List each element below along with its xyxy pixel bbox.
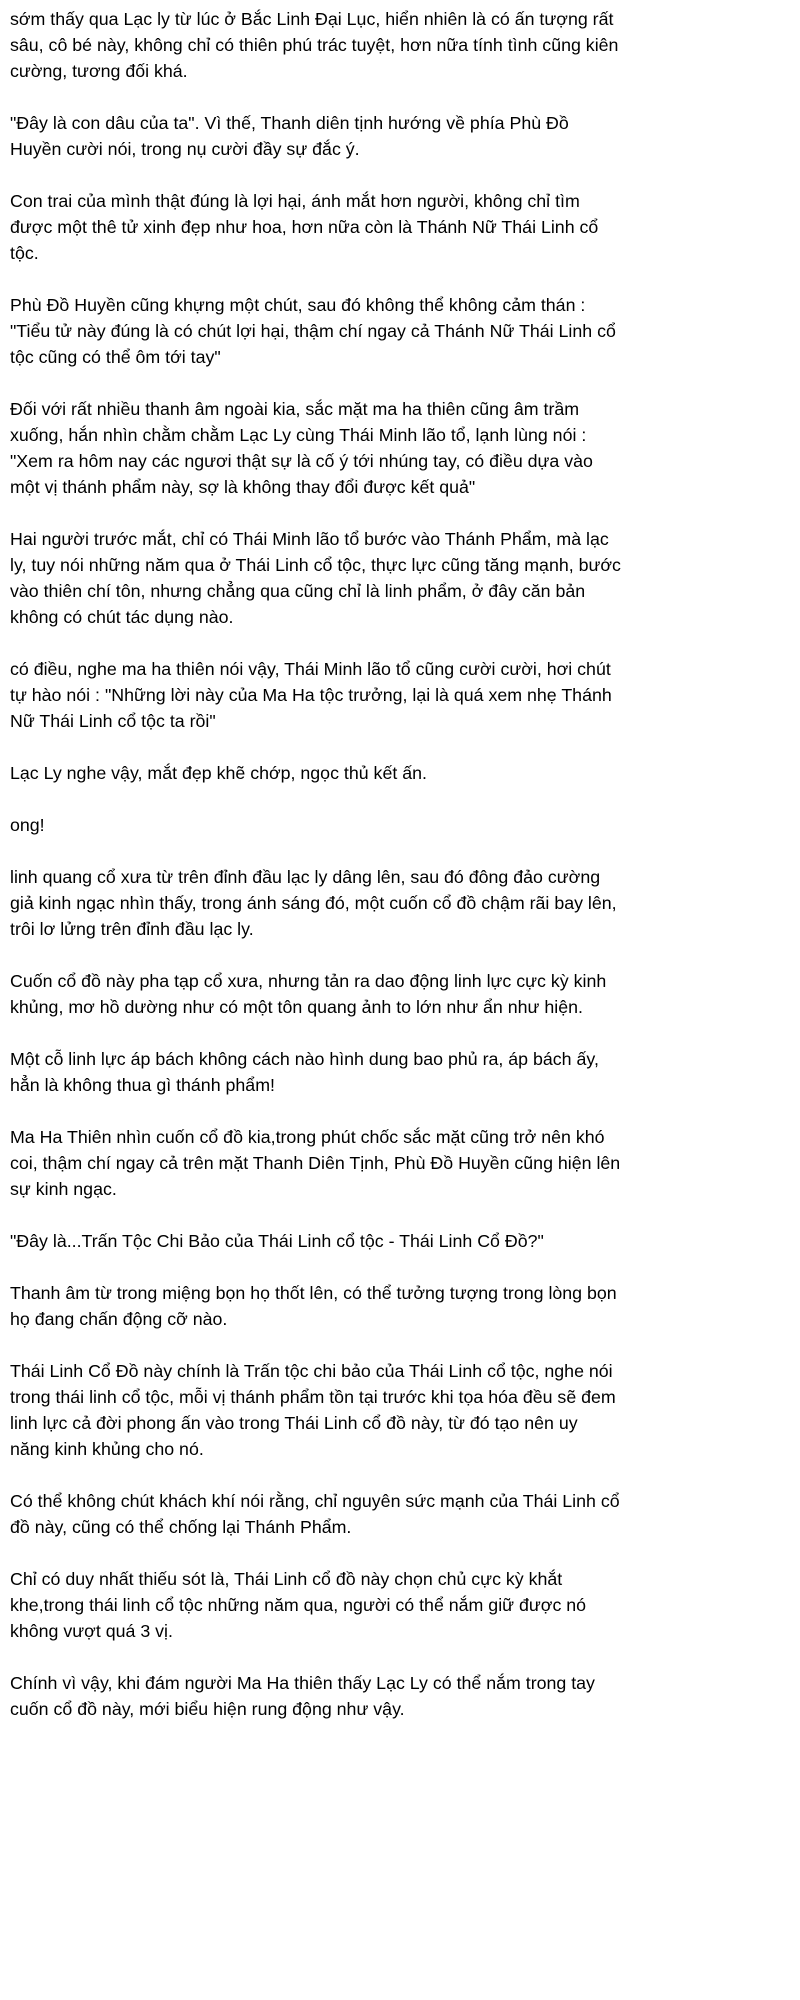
paragraph: Cuốn cổ đồ này pha tạp cổ xưa, nhưng tản ra dao động linh lực cực kỳ kinh khủng, mơ hồ dường như có một tôn quang ảnh to lớn như ẩn như hiện. [10,971,607,1017]
paragraph: Đối với rất nhiều thanh âm ngoài kia, sắc mặt ma ha thiên cũng âm trầm xuống, hắn nhìn chằm chằm Lạc Ly cùng Thái Minh lão tổ, lạnh lùng nói : "Xem ra hôm nay các ngươi thật sự là cố ý tới nhúng tay, có điều dựa vào một vị thánh phẩm này, sợ là không thay đổi được kết quả" [10,399,593,497]
paragraph: Con trai của mình thật đúng là lợi hại, ánh mắt hơn người, không chỉ tìm được một thê tử xinh đẹp như hoa, hơn nữa còn là Thánh Nữ Thái Linh cổ tộc. [10,191,599,263]
paragraph: Chỉ có duy nhất thiếu sót là, Thái Linh cổ đồ này chọn chủ cực kỳ khắt khe,trong thái linh cổ tộc những năm qua, người có thể nắm giữ được nó không vượt quá 3 vị. [10,1569,587,1641]
paragraph: Phù Đồ Huyền cũng khựng một chút, sau đó không thể không cảm thán : "Tiểu tử này đúng là có chút lợi hại, thậm chí ngay cả Thánh Nữ Thái Linh cổ tộc cũng có thể ôm tới tay" [10,295,616,367]
paragraph: sớm thấy qua Lạc ly từ lúc ở Bắc Linh Đại Lục, hiển nhiên là có ấn tượng rất sâu, cô bé này, không chỉ có thiên phú trác tuyệt, hơn nữa tính tình cũng kiên cường, tương đối khá. [10,9,619,81]
paragraph: Chính vì vậy, khi đám người Ma Ha thiên thấy Lạc Ly có thể nắm trong tay cuốn cổ đồ này, mới biểu hiện rung động như vậy. [10,1673,595,1719]
paragraph: Hai người trước mắt, chỉ có Thái Minh lão tổ bước vào Thánh Phẩm, mà lạc ly, tuy nói những năm qua ở Thái Linh cổ tộc, thực lực cũng tăng mạnh, bước vào thiên chí tôn, nhưng chẳng qua cũng chỉ là linh phẩm, ở đây căn bản không có chút tác dụng nào. [10,529,621,627]
paragraph: có điều, nghe ma ha thiên nói vậy, Thái Minh lão tổ cũng cười cười, hơi chút tự hào nói : "Những lời này của Ma Ha tộc trưởng, lại là quá xem nhẹ Thánh Nữ Thái Linh cổ tộc ta rồi" [10,659,612,731]
paragraph: Ma Ha Thiên nhìn cuốn cổ đồ kia,trong phút chốc sắc mặt cũng trở nên khó coi, thậm chí ngay cả trên mặt Thanh Diên Tịnh, Phù Đồ Huyền cũng hiện lên sự kinh ngạc. [10,1127,621,1199]
chapter-text [10,6,622,1722]
paragraph: Thanh âm từ trong miệng bọn họ thốt lên, có thể tưởng tượng trong lòng bọn họ đang chấn động cỡ nào. [10,1283,617,1329]
paragraph: Một cỗ linh lực áp bách không cách nào hình dung bao phủ ra, áp bách ấy, hẳn là không thua gì thánh phẩm! [10,1049,599,1095]
paragraph: "Đây là con dâu của ta". Vì thế, Thanh diên tịnh hướng về phía Phù Đồ Huyền cười nói, trong nụ cười đầy sự đắc ý. [10,113,569,159]
paragraph: Thái Linh Cổ Đồ này chính là Trấn tộc chi bảo của Thái Linh cổ tộc, nghe nói trong thái linh cổ tộc, mỗi vị thánh phẩm tồn tại trước khi tọa hóa đều sẽ đem linh lực cả đời phong ấn vào trong Thái Linh cổ đồ này, từ đó tạo nên uy năng kinh khủng cho nó. [10,1361,616,1459]
paragraph: "Đây là...Trấn Tộc Chi Bảo của Thái Linh cổ tộc - Thái Linh Cổ Đồ?" [10,1231,544,1251]
paragraph: ong! [10,815,45,835]
paragraph: Có thể không chút khách khí nói rằng, chỉ nguyên sức mạnh của Thái Linh cổ đồ này, cũng có thể chống lại Thánh Phẩm. [10,1491,620,1537]
paragraph: Lạc Ly nghe vậy, mắt đẹp khẽ chớp, ngọc thủ kết ấn. [10,763,427,783]
paragraph: linh quang cổ xưa từ trên đỉnh đầu lạc ly dâng lên, sau đó đông đảo cường giả kinh ngạc nhìn thấy, trong ánh sáng đó, một cuốn cổ đồ chậm rãi bay lên, trôi lơ lửng trên đỉnh đầu lạc ly. [10,867,617,939]
